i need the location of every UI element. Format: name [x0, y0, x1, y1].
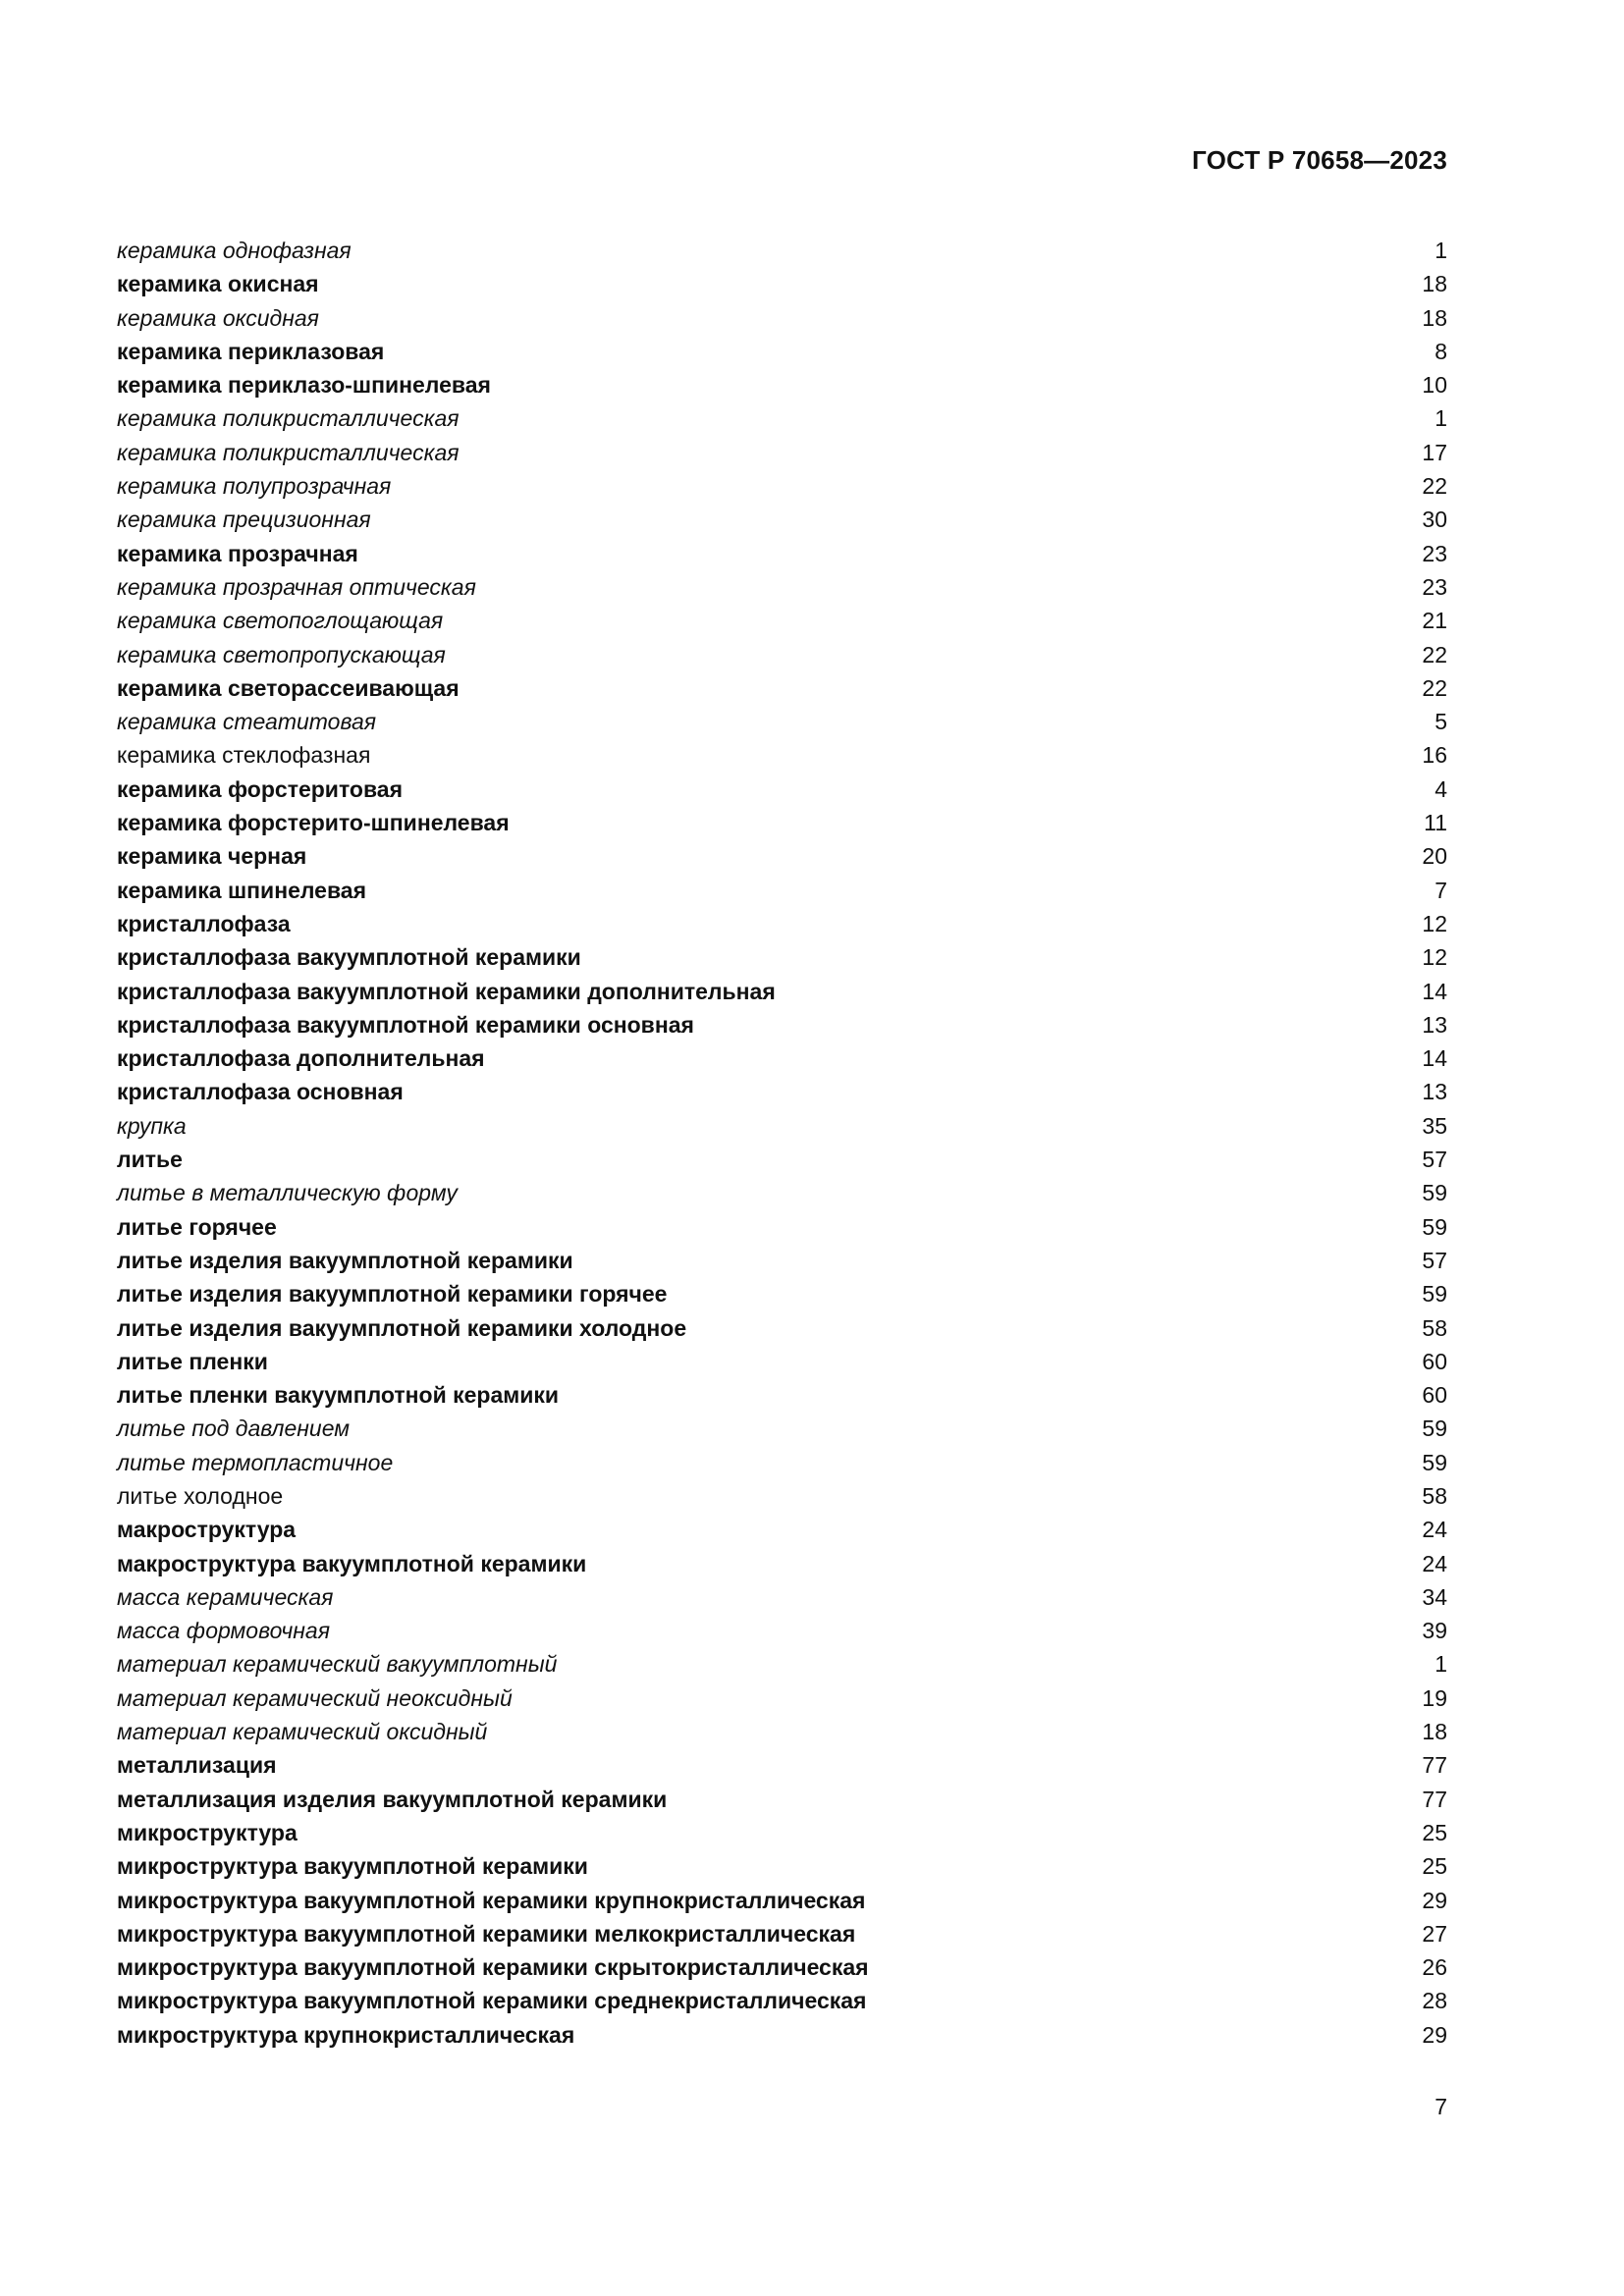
- index-entry: [117, 705, 1447, 738]
- index-page-ref: 19: [1422, 1684, 1447, 1711]
- index-entry: [117, 1075, 1447, 1108]
- index-page-ref: 34: [1422, 1583, 1447, 1610]
- index-page-ref: 59: [1422, 1281, 1447, 1308]
- index-page-ref: 58: [1422, 1482, 1447, 1509]
- index-page-ref: 10: [1422, 372, 1447, 399]
- index-page-ref: 60: [1422, 1348, 1447, 1374]
- index-page-ref: 18: [1422, 271, 1447, 297]
- index-term: керамика форстерито-шпинелевая: [117, 810, 510, 836]
- index-term: керамика шпинелевая: [117, 877, 367, 903]
- index-entry: [117, 1479, 1447, 1513]
- index-term: литье холодное: [117, 1482, 284, 1509]
- index-term: литье термопластичное: [117, 1449, 394, 1475]
- index-term: материал керамический оксидный: [117, 1719, 488, 1745]
- index-page-ref: 29: [1422, 2021, 1447, 2048]
- index-term: металлизация изделия вакуумплотной керамики: [117, 1786, 668, 1812]
- index-page-ref: 14: [1422, 1045, 1447, 1072]
- index-term: литье: [117, 1147, 183, 1173]
- index-page-ref: 11: [1424, 810, 1447, 836]
- index-entry: [117, 1547, 1447, 1580]
- index-page-ref: 24: [1422, 1517, 1447, 1543]
- index-page-ref: 59: [1422, 1180, 1447, 1206]
- index-page-ref: 13: [1422, 1011, 1447, 1038]
- index-entry: [117, 1580, 1447, 1614]
- index-term: металлизация: [117, 1752, 277, 1779]
- index-page-ref: 1: [1435, 238, 1447, 263]
- index-term: литье пленки: [117, 1348, 268, 1374]
- index-entry: [117, 1176, 1447, 1209]
- index-term: керамика однофазная: [117, 238, 352, 263]
- index-page-ref: 25: [1422, 1819, 1447, 1845]
- index-page-ref: 22: [1422, 473, 1447, 500]
- index-term: литье в металлическую форму: [117, 1180, 458, 1206]
- index-entry: [117, 1244, 1447, 1277]
- index-term: керамика периклазо-шпинелевая: [117, 372, 491, 399]
- index-term: кристаллофаза: [117, 910, 291, 936]
- index-page-ref: 29: [1422, 1887, 1447, 1913]
- index-entry: [117, 1143, 1447, 1176]
- index-term: микроструктура: [117, 1819, 298, 1845]
- index-page-ref: 23: [1422, 573, 1447, 600]
- index-entry: [117, 1647, 1447, 1681]
- index-entry: [117, 503, 1447, 536]
- document-code: ГОСТ Р 70658—2023: [1192, 145, 1447, 175]
- index-term: кристаллофаза вакуумплотной керамики основная: [117, 1011, 694, 1038]
- index-entry: [117, 773, 1447, 806]
- index-page-ref: 24: [1422, 1550, 1447, 1576]
- index-term: микроструктура вакуумплотной керамики среднекристаллическая: [117, 1988, 867, 2014]
- index-page-ref: 5: [1435, 709, 1447, 735]
- index-entry: [117, 806, 1447, 839]
- index-page-ref: 1: [1435, 405, 1447, 432]
- index-page-ref: 77: [1422, 1786, 1447, 1812]
- index-entry: [117, 267, 1447, 300]
- index-page-ref: 1: [1435, 1651, 1447, 1678]
- index-page-ref: 8: [1435, 338, 1447, 364]
- index-entry: [117, 2018, 1447, 2052]
- index-page-ref: 7: [1435, 877, 1447, 903]
- index-term: керамика светопоглощающая: [117, 608, 444, 634]
- index-term: кристаллофаза вакуумплотной керамики дополнительная: [117, 978, 776, 1004]
- index-page-ref: 18: [1422, 304, 1447, 331]
- index-page-ref: 4: [1435, 775, 1447, 802]
- index-entry: [117, 301, 1447, 335]
- index-page-ref: 25: [1422, 1853, 1447, 1880]
- index-term: макроструктура: [117, 1517, 297, 1543]
- index-entry: [117, 234, 1447, 267]
- index-entry: [117, 1277, 1447, 1310]
- index-term: керамика полупрозрачная: [117, 473, 392, 500]
- index-entry: [117, 1345, 1447, 1378]
- index-term: литье под давлением: [117, 1415, 351, 1442]
- index-term: керамика прецизионная: [117, 507, 371, 533]
- alphabetical-index: [117, 234, 1447, 2052]
- index-entry: [117, 1748, 1447, 1782]
- index-page-ref: 58: [1422, 1314, 1447, 1341]
- index-entry: [117, 1210, 1447, 1244]
- index-page-ref: 27: [1422, 1920, 1447, 1947]
- index-entry: [117, 1715, 1447, 1748]
- index-page-ref: 59: [1422, 1415, 1447, 1442]
- index-term: керамика поликристаллическая: [117, 439, 460, 465]
- index-term: масса керамическая: [117, 1583, 334, 1610]
- index-term: микроструктура вакуумплотной керамики мелкокристаллическая: [117, 1920, 856, 1947]
- index-page-ref: 12: [1422, 944, 1447, 971]
- index-term: микроструктура вакуумплотной керамики скрытокристаллическая: [117, 1954, 869, 1981]
- index-term: керамика оксидная: [117, 304, 319, 331]
- index-term: материал керамический неоксидный: [117, 1684, 513, 1711]
- index-entry: [117, 1311, 1447, 1345]
- index-page-ref: 18: [1422, 1719, 1447, 1745]
- index-entry: [117, 1884, 1447, 1917]
- index-term: микроструктура вакуумплотной керамики крупнокристаллическая: [117, 1887, 866, 1913]
- index-page-ref: 13: [1422, 1079, 1447, 1105]
- index-page-ref: 21: [1422, 608, 1447, 634]
- index-term: керамика окисная: [117, 271, 319, 297]
- index-entry: [117, 401, 1447, 435]
- index-term: керамика стеатитовая: [117, 709, 377, 735]
- index-term: кристаллофаза дополнительная: [117, 1045, 485, 1072]
- index-entry: [117, 671, 1447, 705]
- index-page-ref: 22: [1422, 641, 1447, 667]
- index-term: кристаллофаза вакуумплотной керамики: [117, 944, 581, 971]
- index-term: литье изделия вакуумплотной керамики горячее: [117, 1281, 668, 1308]
- index-page-ref: 30: [1422, 507, 1447, 533]
- index-entry: [117, 839, 1447, 873]
- index-page-ref: 22: [1422, 674, 1447, 701]
- index-entry: [117, 335, 1447, 368]
- index-page-ref: 26: [1422, 1954, 1447, 1981]
- index-term: керамика черная: [117, 843, 307, 870]
- index-term: масса формовочная: [117, 1618, 330, 1644]
- index-term: макроструктура вакуумплотной керамики: [117, 1550, 587, 1576]
- index-entry: [117, 975, 1447, 1008]
- index-term: литье изделия вакуумплотной керамики: [117, 1247, 573, 1273]
- index-entry: [117, 570, 1447, 604]
- page-number: 7: [1435, 2094, 1447, 2119]
- index-page-ref: 39: [1422, 1618, 1447, 1644]
- index-entry: [117, 1849, 1447, 1883]
- index-page-ref: 77: [1422, 1752, 1447, 1779]
- index-page-ref: 16: [1422, 742, 1447, 769]
- index-entry: [117, 1041, 1447, 1075]
- index-term: материал керамический вакуумплотный: [117, 1651, 558, 1678]
- index-page-ref: 59: [1422, 1213, 1447, 1240]
- index-page-ref: 35: [1422, 1112, 1447, 1139]
- index-term: керамика светопропускающая: [117, 641, 446, 667]
- index-entry: [117, 1109, 1447, 1143]
- index-term: микроструктура крупнокристаллическая: [117, 2021, 575, 2048]
- index-entry: [117, 604, 1447, 637]
- index-term: литье пленки вакуумплотной керамики: [117, 1382, 560, 1409]
- index-entry: [117, 874, 1447, 907]
- index-page-ref: 12: [1422, 910, 1447, 936]
- index-term: керамика периклазовая: [117, 338, 385, 364]
- index-entry: [117, 436, 1447, 469]
- index-entry: [117, 1614, 1447, 1647]
- index-entry: [117, 1682, 1447, 1715]
- index-entry: [117, 940, 1447, 974]
- index-term: керамика прозрачная оптическая: [117, 573, 476, 600]
- index-entry: [117, 738, 1447, 772]
- index-entry: [117, 469, 1447, 503]
- index-entry: [117, 1783, 1447, 1816]
- index-page-ref: 59: [1422, 1449, 1447, 1475]
- index-entry: [117, 907, 1447, 940]
- index-term: керамика светорассеивающая: [117, 674, 460, 701]
- index-term: литье горячее: [117, 1213, 277, 1240]
- index-term: крупка: [117, 1112, 187, 1139]
- index-term: микроструктура вакуумплотной керамики: [117, 1853, 588, 1880]
- index-entry: [117, 1008, 1447, 1041]
- index-entry: [117, 1446, 1447, 1479]
- index-term: кристаллофаза основная: [117, 1079, 404, 1105]
- index-entry: [117, 1950, 1447, 1984]
- index-page-ref: 57: [1422, 1147, 1447, 1173]
- index-term: керамика прозрачная: [117, 540, 358, 566]
- index-page-ref: 60: [1422, 1382, 1447, 1409]
- index-entry: [117, 1984, 1447, 2017]
- index-term: керамика стеклофазная: [117, 742, 371, 769]
- index-entry: [117, 1917, 1447, 1950]
- index-entry: [117, 1412, 1447, 1445]
- index-page-ref: 17: [1422, 439, 1447, 465]
- index-entry: [117, 1816, 1447, 1849]
- index-term: литье изделия вакуумплотной керамики холодное: [117, 1314, 687, 1341]
- index-page-ref: 14: [1422, 978, 1447, 1004]
- index-entry: [117, 368, 1447, 401]
- index-page-ref: 23: [1422, 540, 1447, 566]
- index-page-ref: 28: [1422, 1988, 1447, 2014]
- index-term: керамика поликристаллическая: [117, 405, 460, 432]
- index-page-ref: 20: [1422, 843, 1447, 870]
- index-page-ref: 57: [1422, 1247, 1447, 1273]
- index-entry: [117, 1513, 1447, 1546]
- index-term: керамика форстеритовая: [117, 775, 404, 802]
- index-entry: [117, 1378, 1447, 1412]
- index-entry: [117, 638, 1447, 671]
- index-entry: [117, 537, 1447, 570]
